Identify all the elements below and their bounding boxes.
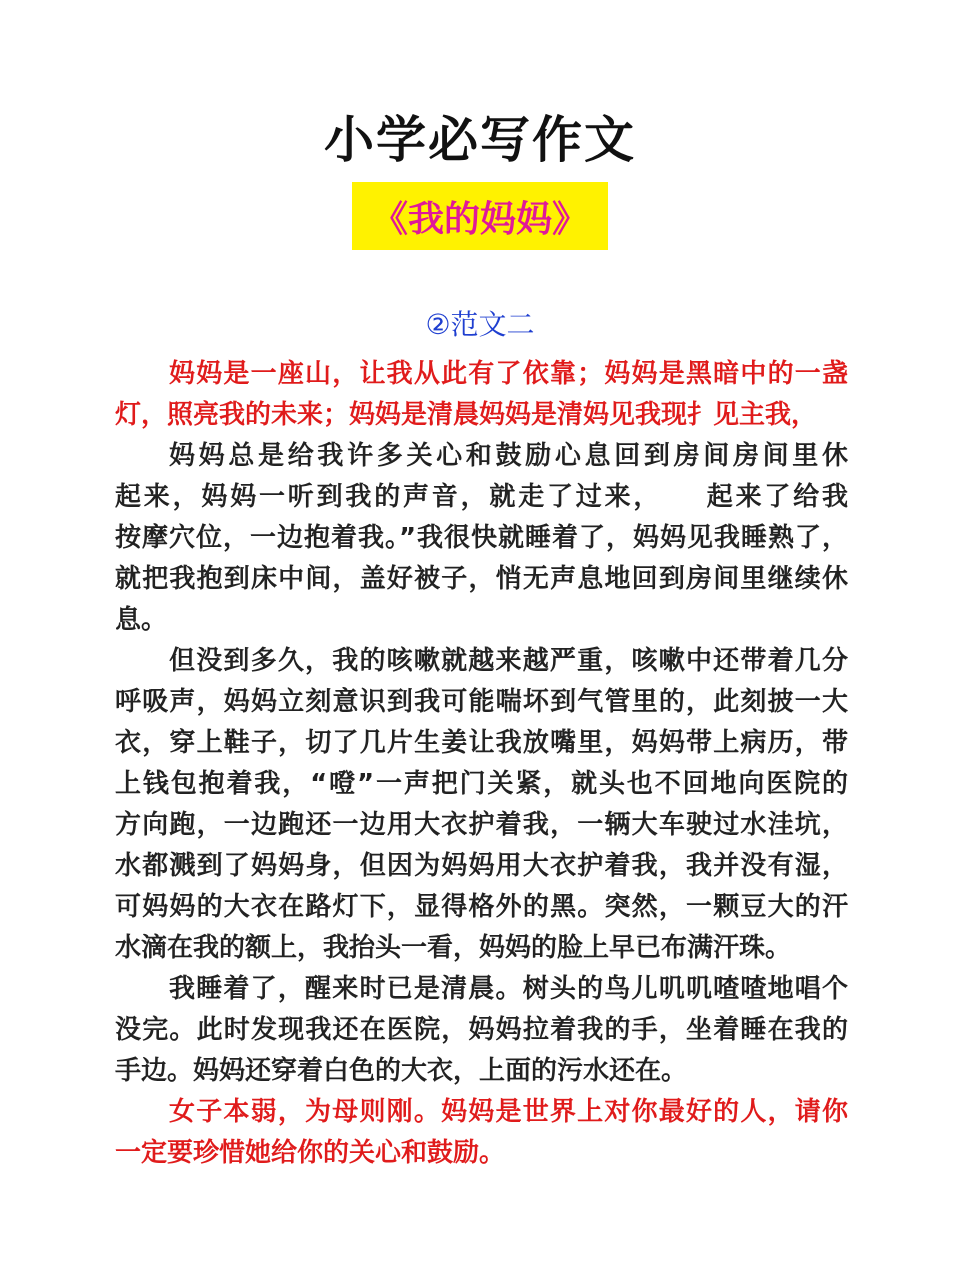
section-heading: ②范文二 [425,308,535,341]
text-line: 上钱包抱着我，“噔”一声把门关紧，就头也不回地向医院的 [115,769,848,799]
text-line: 水滴在我的额上，我抬头一看，妈妈的脸上早已布满汗珠。 [115,933,792,963]
essay-paragraph [115,436,848,641]
text-line: 没完。此时发现我还在医院，妈妈拉着我的手，坐着睡在我的 [115,1015,848,1045]
text-line: 起来，妈妈一听到我的声音，就走了过来， 起来了给我 [115,482,848,512]
text-line: 我睡着了，醒来时已是清晨。树头的鸟儿叽叽喳喳地唱个 [169,974,848,1004]
text-line: 手边。妈妈还穿着白色的大衣，上面的污水还在。 [115,1056,688,1086]
text-line: 水都溅到了妈妈身，但因为妈妈用大衣护着我，我并没有湿， [115,851,848,881]
text-line: 方向跑，一边跑还一边用大衣护着我，一辆大车驶过水洼坑， [115,810,848,840]
text-line: 可妈妈的大衣在路灯下，显得格外的黑。突然，一颗豆大的汗 [115,892,848,922]
text-line: 衣，穿上鞋子，切了几片生姜让我放嘴里，妈妈带上病历，带 [115,728,848,758]
text-line: 女子本弱，为母则刚。妈妈是世界上对你最好的人，请你 [169,1097,848,1127]
text-line: 呼吸声，妈妈立刻意识到我可能喘坏到气管里的，此刻披一大 [115,687,848,717]
essay-body [115,354,848,1174]
subtitle-banner [352,182,608,250]
text-line: 一定要珍惜她给你的关心和鼓励。 [115,1138,506,1168]
essay-paragraph [115,969,848,1092]
text-line: 但没到多久，我的咳嗽就越来越严重，咳嗽中还带着几分 [169,646,848,676]
text-line: 妈妈是一座山，让我从此有了依靠；妈妈是黑暗中的一盏 [169,359,848,389]
text-line: 按摩穴位，一边抱着我。”我很快就睡着了，妈妈见我睡熟了， [115,523,848,553]
essay-paragraph [115,1092,848,1174]
text-line: 息。 [115,605,168,635]
essay-paragraph [115,354,848,436]
page-title: 小学必写作文 [324,111,636,169]
essay-paragraph [115,641,848,969]
subtitle: 《我的妈妈》 [371,198,588,240]
text-line: 就把我抱到床中间，盖好被子，悄无声息地回到房间里继续休 [115,564,848,594]
text-line: 妈妈总是给我许多关心和鼓励心息回到房间房间里休 [169,441,848,471]
text-line: 灯，照亮我的未来；妈妈是清晨妈妈是清妈见我现扌见主我， [115,400,818,430]
